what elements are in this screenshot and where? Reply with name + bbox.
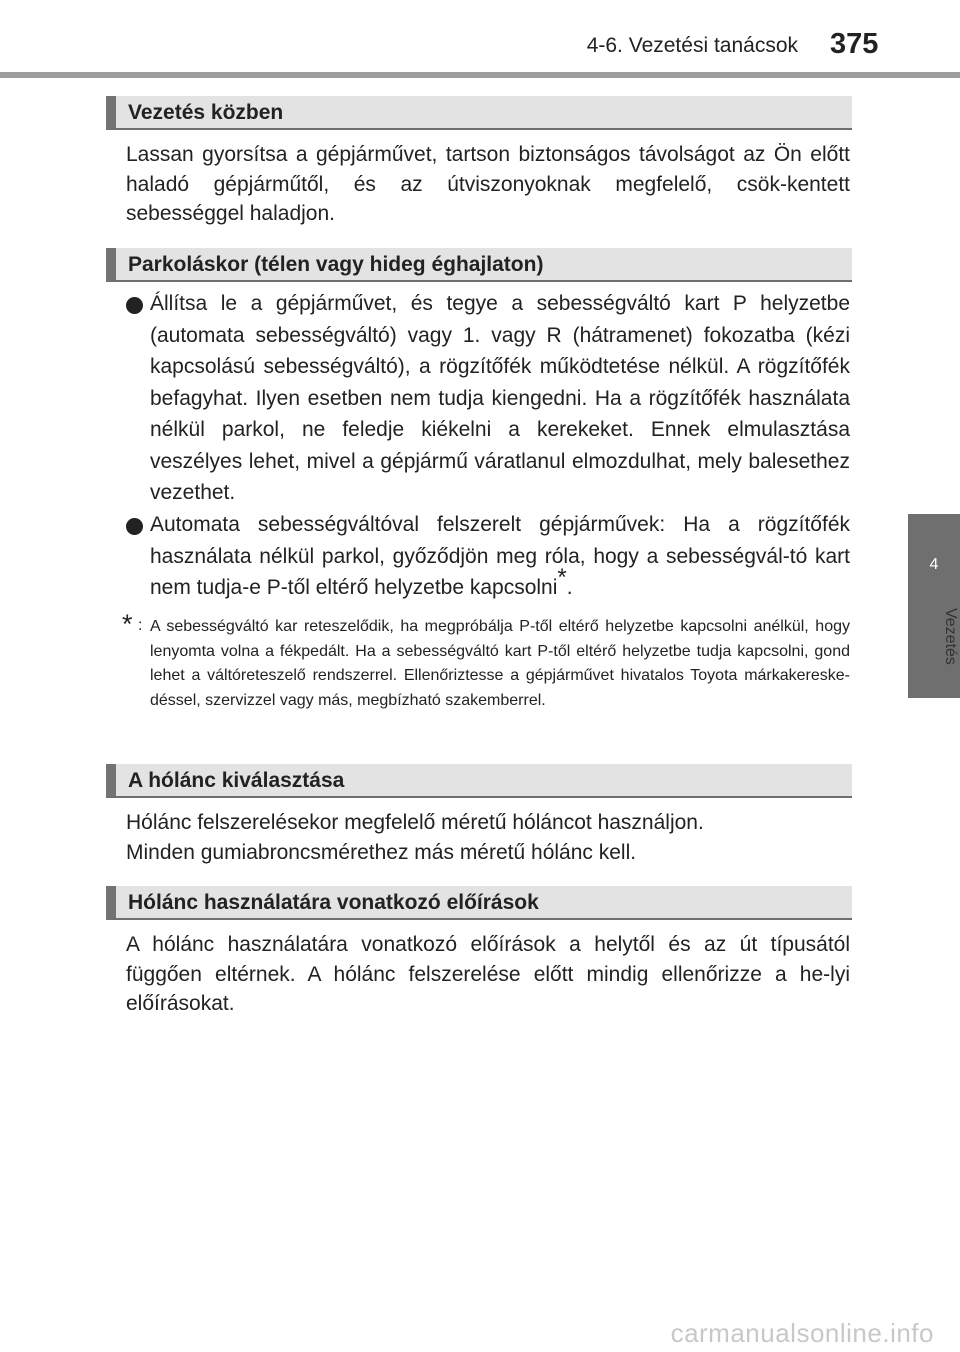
watermark: carmanualsonline.info — [670, 1318, 934, 1348]
side-tab-number: 4 — [929, 556, 939, 573]
section-heading-driving — [106, 96, 852, 130]
footnote-reference: * — [557, 564, 567, 591]
section-title: Vezetés közben — [128, 101, 284, 124]
bullet-icon — [126, 297, 143, 314]
section-heading-snow-chain-rules — [106, 886, 852, 920]
section-title: A hólánc kiválasztása — [128, 769, 345, 792]
header-divider — [0, 72, 960, 78]
side-tab-label: Vezetés — [942, 608, 959, 665]
paragraph-driving: Lassan gyorsítsa a gépjárművet, tartson biztonságos távolságot az Ön előtt haladó gépjárműtől, és az útviszonyoknak megfelelő, csök-kentett sebességgel haladjon. — [126, 143, 850, 225]
section-heading-parking — [106, 248, 852, 282]
bullet-icon — [126, 518, 143, 535]
page-number: 375 — [830, 28, 879, 60]
chapter-title: 4-6. Vezetési tanácsok — [586, 34, 798, 57]
footnote-colon: : — [138, 617, 143, 634]
paragraph-snow-chain-line2: Minden gumiabroncsmérethez más méretű hólánc kell. — [126, 841, 637, 864]
section-title: Hólánc használatára vonatkozó előírások — [128, 891, 539, 914]
section-heading-snow-chain-selection — [106, 764, 852, 798]
bullet-parking-1: Állítsa le a gépjárművet, és tegye a sebességváltó kart P helyzetbe (automata sebességváltó) vagy 1. vagy R (hátramenet) fokozatba (kézi kapcsolású sebességváltó), a rögzítőfék működtetése nélkül. A rögzítőfék befagyhat. Ilyen esetben nem tudja kiengedni. Ha a rögzítőfék használata nélkül parkol, ne feledje kiékelni a kerekeket. Ennek elmulasztása veszélyes lehet, mivel a gépjármű váratlanul elmozdulhat, mely balesethez vezethet. — [150, 292, 850, 504]
bullet-parking-2 — [150, 509, 850, 604]
section-title: Parkoláskor (télen vagy hideg éghajlaton) — [128, 253, 544, 276]
footnote-star: * — [122, 609, 133, 639]
bullet-period: . — [566, 576, 573, 599]
bullet-text: Automata sebességváltóval felszerelt gépjárművek: Ha a rögzítőfék használata nélkül parkol, győződjön meg róla, hogy a sebességvál-tó kart nem tudja-e P-től eltérő helyzetbe kapcsolni — [150, 513, 850, 599]
paragraph-snow-chain-line1: Hólánc felszerelésekor megfelelő méretű hóláncot használjon. — [126, 811, 704, 834]
footnote-text: A sebességváltó kar reteszelődik, ha megpróbálja P-től eltérő helyzetbe kapcsolni anélkül, hogy lenyomta volna a fékpedált. Ha a sebességváltó kart P-től eltérő helyzetbe tudja kapcsolni, gond lehet a váltóreteszelő rendszerrel. Ellenőriztesse a gépjárművet hivatalos Toyota márkakereske-déssel, szervizzel vagy más, megbízható szakemberrel. — [150, 618, 850, 709]
paragraph-snow-chain-rules: A hólánc használatára vonatkozó előírások a helytől és az út típusától függően eltérnek. A hólánc felszerelése előtt mindig ellenőrizze a he-lyi előírásokat. — [126, 933, 850, 1015]
